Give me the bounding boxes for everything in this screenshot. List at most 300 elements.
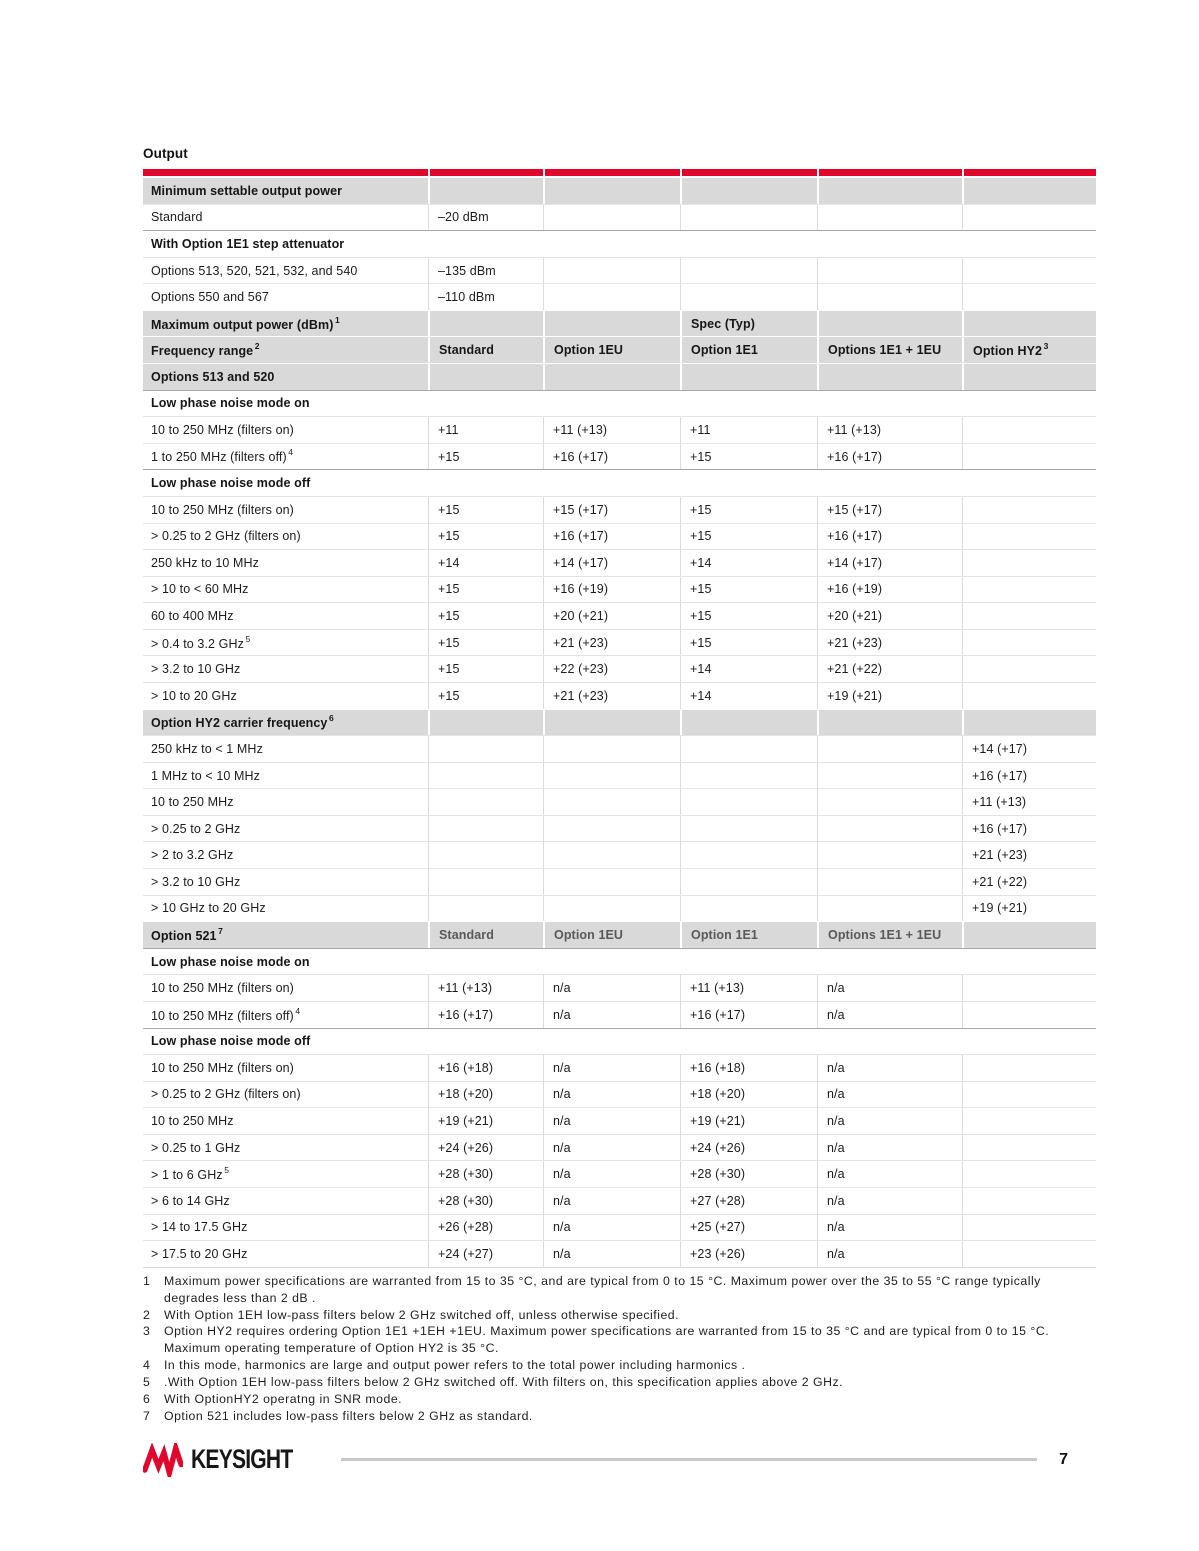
table-cell bbox=[543, 869, 680, 895]
table-cell bbox=[817, 736, 962, 762]
table-row bbox=[143, 735, 1096, 762]
table-cell: +15 bbox=[680, 524, 817, 550]
table-cell: +14 bbox=[428, 550, 543, 576]
footnote-number: 1 bbox=[143, 1273, 151, 1288]
table-cell: +19 (+21) bbox=[428, 1108, 543, 1134]
row-label: > 2 to 3.2 GHz bbox=[151, 848, 234, 863]
table-cell: +21 (+23) bbox=[543, 683, 680, 709]
table-cell: +14 bbox=[680, 656, 817, 682]
table-cell bbox=[428, 736, 543, 762]
table-cell: +21 (+23) bbox=[543, 630, 680, 656]
table-cell bbox=[962, 603, 1096, 629]
table-cell bbox=[962, 258, 1096, 284]
footnote bbox=[143, 1307, 1095, 1324]
row-label: Minimum settable output power bbox=[151, 183, 343, 198]
table-row bbox=[143, 629, 1096, 656]
row-label: 10 to 250 MHz bbox=[151, 1114, 234, 1129]
table-cell: n/a bbox=[817, 1082, 962, 1108]
table-row bbox=[143, 682, 1096, 709]
table-cell bbox=[962, 1188, 1096, 1214]
row-label: Low phase noise mode off bbox=[151, 476, 311, 491]
table-row bbox=[143, 1001, 1096, 1028]
table-cell: +11 bbox=[680, 417, 817, 443]
table-cell bbox=[962, 1135, 1096, 1161]
table-cell: n/a bbox=[543, 1002, 680, 1028]
table-cell bbox=[817, 789, 962, 815]
table-cell: n/a bbox=[543, 1215, 680, 1241]
table-cell: +18 (+20) bbox=[428, 1082, 543, 1108]
row-label: > 10 GHz to 20 GHz bbox=[151, 901, 266, 916]
table-cell: n/a bbox=[817, 1188, 962, 1214]
table-cell: –110 dBm bbox=[428, 284, 543, 310]
table-row bbox=[143, 257, 1096, 284]
table-cell: +16 (+18) bbox=[428, 1055, 543, 1081]
section-band-row bbox=[143, 363, 1096, 390]
table-cell bbox=[962, 975, 1096, 1001]
table-cell: n/a bbox=[817, 1241, 962, 1267]
table-cell bbox=[962, 417, 1096, 443]
table-cell bbox=[962, 497, 1096, 523]
table-cell: +11 (+13) bbox=[817, 417, 962, 443]
table-row bbox=[143, 523, 1096, 550]
table-cell: n/a bbox=[817, 1002, 962, 1028]
row-label: Low phase noise mode on bbox=[151, 954, 310, 969]
footnote-number: 3 bbox=[143, 1324, 151, 1339]
table-cell bbox=[428, 896, 543, 922]
footer-rule bbox=[341, 1458, 1037, 1461]
table-row bbox=[143, 815, 1096, 842]
table-cell: +16 (+17) bbox=[817, 444, 962, 470]
footnote-text: Option 521 includes low-pass filters below 2 GHz as standard. bbox=[164, 1408, 533, 1423]
row-label: > 3.2 to 10 GHz bbox=[151, 662, 241, 677]
table-cell: +16 (+17) bbox=[817, 524, 962, 550]
row-label: 250 kHz to 10 MHz bbox=[151, 555, 259, 570]
footnote-text: .With Option 1EH low-pass filters below 2 GHz switched off. With filters on, this specification applies above 2 GHz. bbox=[164, 1375, 844, 1390]
row-label: > 0.25 to 1 GHz bbox=[151, 1140, 241, 1155]
table-cell bbox=[428, 364, 543, 390]
table-cell bbox=[680, 816, 817, 842]
table-cell bbox=[962, 1161, 1096, 1187]
table-row bbox=[143, 496, 1096, 523]
table-cell bbox=[962, 550, 1096, 576]
footnote-text: With OptionHY2 operatng in SNR mode. bbox=[164, 1392, 403, 1407]
footnotes bbox=[143, 1273, 1095, 1425]
row-label: 10 to 250 MHz (filters on) bbox=[151, 502, 294, 517]
table-cell: Standard bbox=[428, 922, 543, 948]
table-cell: +15 bbox=[428, 683, 543, 709]
footnote-text: With Option 1EH low-pass filters below 2 GHz switched off, unless otherwise specified. bbox=[164, 1307, 680, 1322]
table-cell: +11 (+13) bbox=[543, 417, 680, 443]
table-cell: +16 (+19) bbox=[543, 577, 680, 603]
table-cell bbox=[543, 789, 680, 815]
footnote-number: 4 bbox=[143, 1358, 151, 1373]
page-number: 7 bbox=[1059, 1450, 1068, 1468]
row-label: 1 to 250 MHz (filters off) $^4$ bbox=[151, 447, 294, 465]
table-cell bbox=[817, 816, 962, 842]
table-cell: +16 (+17) bbox=[428, 1002, 543, 1028]
table-cell: n/a bbox=[817, 1055, 962, 1081]
table-row bbox=[143, 895, 1096, 922]
table-cell: +15 bbox=[428, 444, 543, 470]
table-cell: +14 (+17) bbox=[817, 550, 962, 576]
table-cell: +14 bbox=[680, 550, 817, 576]
accent-bar-segment bbox=[545, 169, 680, 176]
table-cell: +15 (+17) bbox=[817, 497, 962, 523]
table-cell bbox=[428, 869, 543, 895]
table-cell bbox=[428, 311, 543, 337]
section-band-row bbox=[143, 310, 1096, 337]
table-cell bbox=[428, 763, 543, 789]
table-cell: n/a bbox=[543, 1161, 680, 1187]
row-label: Low phase noise mode off bbox=[151, 1034, 311, 1049]
row-label: > 17.5 to 20 GHz bbox=[151, 1246, 248, 1261]
row-label: 250 kHz to < 1 MHz bbox=[151, 741, 263, 756]
table-cell: +14 bbox=[680, 683, 817, 709]
row-label: 1 MHz to < 10 MHz bbox=[151, 768, 261, 783]
table-row bbox=[143, 1081, 1096, 1108]
row-label: Options 513 and 520 bbox=[151, 369, 275, 384]
keysight-spark-icon bbox=[143, 1443, 183, 1477]
table-cell bbox=[680, 710, 817, 736]
table-cell: Standard bbox=[428, 337, 543, 363]
table-cell bbox=[962, 710, 1096, 736]
row-label: > 1 to 6 GHz $^5$ bbox=[151, 1165, 230, 1183]
table-cell: –20 dBm bbox=[428, 205, 543, 231]
table-cell: +15 bbox=[680, 577, 817, 603]
table-cell: Options 1E1 + 1EU bbox=[817, 922, 962, 948]
footnote-text: In this mode, harmonics are large and output power refers to the total power including harmonics . bbox=[164, 1358, 746, 1373]
table-cell bbox=[680, 205, 817, 231]
table-row bbox=[143, 1160, 1096, 1187]
row-label: 10 to 250 MHz (filters on) bbox=[151, 422, 294, 437]
table-cell bbox=[962, 205, 1096, 231]
table-cell: +27 (+28) bbox=[680, 1188, 817, 1214]
table-cell: +18 (+20) bbox=[680, 1082, 817, 1108]
table-cell bbox=[962, 683, 1096, 709]
table-cell bbox=[962, 178, 1096, 204]
table-cell bbox=[680, 896, 817, 922]
table-cell: +15 bbox=[680, 630, 817, 656]
table-cell: Option 1E1 bbox=[680, 337, 817, 363]
table-cell bbox=[962, 364, 1096, 390]
table-cell bbox=[817, 284, 962, 310]
table-cell bbox=[962, 1215, 1096, 1241]
page-content bbox=[143, 146, 1096, 1479]
table-cell bbox=[543, 736, 680, 762]
footnote-number: 7 bbox=[143, 1408, 151, 1423]
table-cell bbox=[680, 789, 817, 815]
table-cell: +28 (+30) bbox=[680, 1161, 817, 1187]
row-label: Options 550 and 567 bbox=[151, 290, 269, 305]
table-row bbox=[143, 1187, 1096, 1214]
accent-bar-segment bbox=[430, 169, 543, 176]
subsection-row bbox=[143, 469, 1096, 496]
table-cell bbox=[680, 736, 817, 762]
table-cell: +16 (+17) bbox=[543, 524, 680, 550]
table-cell: +11 (+13) bbox=[428, 975, 543, 1001]
table-cell: +24 (+26) bbox=[680, 1135, 817, 1161]
table-cell: +15 bbox=[428, 497, 543, 523]
footnote-text: Maximum power specifications are warranted from 15 to 35 °C, and are typical from 0 to 15 °C. Maximum power over the 35 to 55 °C range typically degrades less than 2 dB . bbox=[164, 1273, 1041, 1305]
table-cell bbox=[543, 896, 680, 922]
subsection-row bbox=[143, 230, 1096, 257]
row-label: > 0.25 to 2 GHz bbox=[151, 821, 241, 836]
section-band-row bbox=[143, 336, 1096, 363]
table-cell: +24 (+27) bbox=[428, 1241, 543, 1267]
table-cell: +23 (+26) bbox=[680, 1241, 817, 1267]
table-cell: +15 bbox=[680, 603, 817, 629]
table-cell bbox=[962, 630, 1096, 656]
table-cell: n/a bbox=[543, 1135, 680, 1161]
table-row bbox=[143, 1054, 1096, 1081]
table-row bbox=[143, 283, 1096, 310]
row-label: 10 to 250 MHz (filters on) bbox=[151, 981, 294, 996]
table-row bbox=[143, 1134, 1096, 1161]
row-label: > 0.4 to 3.2 GHz $^5$ bbox=[151, 633, 251, 651]
table-cell bbox=[428, 178, 543, 204]
table-cell bbox=[962, 1002, 1096, 1028]
table-cell: +11 bbox=[428, 417, 543, 443]
footnote-number: 6 bbox=[143, 1392, 151, 1407]
row-label: 10 to 250 MHz bbox=[151, 795, 234, 810]
table-cell bbox=[680, 284, 817, 310]
footnote bbox=[143, 1391, 1095, 1408]
table-cell bbox=[962, 1055, 1096, 1081]
table-row bbox=[143, 416, 1096, 443]
table-row bbox=[143, 443, 1096, 470]
table-cell bbox=[817, 258, 962, 284]
footnote bbox=[143, 1323, 1095, 1357]
section-band-row bbox=[143, 921, 1096, 948]
table-cell bbox=[962, 577, 1096, 603]
table-row bbox=[143, 974, 1096, 1001]
footnote bbox=[143, 1374, 1095, 1391]
keysight-logo bbox=[143, 1443, 341, 1477]
table-cell: Options 1E1 + 1EU bbox=[817, 337, 962, 363]
table-cell: +19 (+21) bbox=[817, 683, 962, 709]
table-cell bbox=[817, 178, 962, 204]
table-cell: n/a bbox=[817, 1108, 962, 1134]
section-band-row bbox=[143, 177, 1096, 204]
row-label: > 3.2 to 10 GHz bbox=[151, 874, 241, 889]
subsection-row bbox=[143, 1028, 1096, 1055]
table-cell bbox=[543, 205, 680, 231]
table-cell: +15 bbox=[680, 497, 817, 523]
table-cell: +16 (+17) bbox=[962, 763, 1096, 789]
table-cell bbox=[680, 869, 817, 895]
row-label: > 0.25 to 2 GHz (filters on) bbox=[151, 529, 301, 544]
footnote bbox=[143, 1408, 1095, 1425]
table-cell bbox=[962, 656, 1096, 682]
table-cell bbox=[817, 869, 962, 895]
table-cell bbox=[817, 842, 962, 868]
table-cell: +14 (+17) bbox=[543, 550, 680, 576]
table-cell bbox=[817, 710, 962, 736]
table-cell: +16 (+17) bbox=[543, 444, 680, 470]
footnote bbox=[143, 1273, 1095, 1307]
table-cell bbox=[962, 284, 1096, 310]
table-cell bbox=[962, 524, 1096, 550]
table-cell: n/a bbox=[817, 1135, 962, 1161]
table-top-accent-bar bbox=[143, 169, 1096, 176]
table-row bbox=[143, 788, 1096, 815]
table-cell: +21 (+22) bbox=[962, 869, 1096, 895]
table-cell: Option 1E1 bbox=[680, 922, 817, 948]
page-footer bbox=[143, 1441, 1096, 1479]
row-label: Maximum output power (dBm) $^1$ bbox=[151, 314, 340, 332]
table-cell bbox=[680, 178, 817, 204]
row-label: > 10 to < 60 MHz bbox=[151, 582, 249, 597]
row-label: > 10 to 20 GHz bbox=[151, 688, 237, 703]
table-cell bbox=[543, 763, 680, 789]
table-cell: +16 (+17) bbox=[680, 1002, 817, 1028]
table-cell: +19 (+21) bbox=[680, 1108, 817, 1134]
table-cell: +21 (+23) bbox=[962, 842, 1096, 868]
row-label: Standard bbox=[151, 210, 203, 225]
table-cell bbox=[680, 842, 817, 868]
table-cell: +16 (+18) bbox=[680, 1055, 817, 1081]
table-cell: –135 dBm bbox=[428, 258, 543, 284]
footnote-number: 5 bbox=[143, 1375, 151, 1390]
table-cell: Option 1EU bbox=[543, 337, 680, 363]
table-cell: +26 (+28) bbox=[428, 1215, 543, 1241]
table-cell: +16 (+19) bbox=[817, 577, 962, 603]
table-cell bbox=[962, 444, 1096, 470]
row-label: Options 513, 520, 521, 532, and 540 bbox=[151, 263, 358, 278]
table-cell: Option 1EU bbox=[543, 922, 680, 948]
table-cell: n/a bbox=[817, 975, 962, 1001]
table-cell bbox=[962, 1108, 1096, 1134]
table-cell: +21 (+23) bbox=[817, 630, 962, 656]
row-label: 60 to 400 MHz bbox=[151, 609, 234, 624]
table-cell: +14 (+17) bbox=[962, 736, 1096, 762]
table-cell: n/a bbox=[543, 1188, 680, 1214]
table-cell: n/a bbox=[817, 1215, 962, 1241]
table-cell bbox=[543, 842, 680, 868]
spec-table bbox=[143, 177, 1096, 1268]
table-cell: n/a bbox=[543, 1241, 680, 1267]
table-row bbox=[143, 549, 1096, 576]
table-cell bbox=[680, 763, 817, 789]
table-cell bbox=[428, 789, 543, 815]
table-cell bbox=[962, 311, 1096, 337]
row-label: > 6 to 14 GHz bbox=[151, 1193, 230, 1208]
table-row bbox=[143, 576, 1096, 603]
table-row bbox=[143, 655, 1096, 682]
table-row bbox=[143, 602, 1096, 629]
table-row bbox=[143, 1240, 1096, 1267]
row-label: Option HY2 carrier frequency $^6$ bbox=[151, 713, 334, 731]
table-cell: +15 bbox=[428, 630, 543, 656]
table-cell bbox=[428, 816, 543, 842]
table-cell: n/a bbox=[817, 1161, 962, 1187]
table-cell: Option HY2 $^3$ bbox=[962, 337, 1096, 363]
table-cell bbox=[543, 284, 680, 310]
table-cell: +11 (+13) bbox=[680, 975, 817, 1001]
table-cell bbox=[543, 178, 680, 204]
table-row bbox=[143, 1214, 1096, 1241]
table-cell bbox=[817, 896, 962, 922]
table-cell: +25 (+27) bbox=[680, 1215, 817, 1241]
table-cell: n/a bbox=[543, 1055, 680, 1081]
table-cell bbox=[543, 364, 680, 390]
footnote bbox=[143, 1357, 1095, 1374]
table-row bbox=[143, 762, 1096, 789]
accent-bar-segment bbox=[964, 169, 1096, 176]
table-cell: +15 bbox=[680, 444, 817, 470]
table-row bbox=[143, 1107, 1096, 1134]
row-label: With Option 1E1 step attenuator bbox=[151, 236, 345, 251]
table-cell bbox=[817, 311, 962, 337]
table-row bbox=[143, 204, 1096, 231]
subsection-row bbox=[143, 390, 1096, 417]
table-cell bbox=[962, 1082, 1096, 1108]
table-cell bbox=[680, 364, 817, 390]
table-cell: n/a bbox=[543, 1082, 680, 1108]
table-row bbox=[143, 841, 1096, 868]
accent-bar-segment bbox=[819, 169, 962, 176]
table-cell bbox=[543, 258, 680, 284]
table-cell bbox=[817, 364, 962, 390]
table-cell: +16 (+17) bbox=[962, 816, 1096, 842]
brand-name: KEYSIGHT bbox=[191, 1444, 293, 1475]
row-label: > 14 to 17.5 GHz bbox=[151, 1220, 248, 1235]
section-band-row bbox=[143, 709, 1096, 736]
table-cell: +15 bbox=[428, 656, 543, 682]
accent-bar-segment bbox=[143, 169, 428, 176]
table-cell: n/a bbox=[543, 975, 680, 1001]
table-cell: +28 (+30) bbox=[428, 1188, 543, 1214]
table-cell bbox=[428, 710, 543, 736]
row-label: Low phase noise mode on bbox=[151, 396, 310, 411]
table-cell: +15 bbox=[428, 577, 543, 603]
table-cell bbox=[817, 205, 962, 231]
table-cell bbox=[543, 311, 680, 337]
row-label: 10 to 250 MHz (filters off) $^4$ bbox=[151, 1005, 301, 1023]
table-cell: +19 (+21) bbox=[962, 896, 1096, 922]
section-title: Output bbox=[143, 146, 188, 161]
table-cell: +15 bbox=[428, 603, 543, 629]
table-cell bbox=[680, 258, 817, 284]
table-cell: +20 (+21) bbox=[817, 603, 962, 629]
table-cell: Spec (Typ) bbox=[680, 311, 817, 337]
table-cell: +15 bbox=[428, 524, 543, 550]
row-label: 10 to 250 MHz (filters on) bbox=[151, 1060, 294, 1075]
footnote-text: Option HY2 requires ordering Option 1E1 +1EH +1EU. Maximum power specifications are warranted from 15 to 35 °C and are typical from 0 to 15 °C. Maximum operating temperature of Option HY2 is 35 °C. bbox=[164, 1324, 1050, 1356]
table-cell: +11 (+13) bbox=[962, 789, 1096, 815]
table-cell bbox=[428, 842, 543, 868]
table-row bbox=[143, 868, 1096, 895]
table-cell: +15 (+17) bbox=[543, 497, 680, 523]
table-cell: +20 (+21) bbox=[543, 603, 680, 629]
table-cell bbox=[962, 922, 1096, 948]
row-label: > 0.25 to 2 GHz (filters on) bbox=[151, 1087, 301, 1102]
table-cell bbox=[543, 816, 680, 842]
table-cell: +22 (+23) bbox=[543, 656, 680, 682]
table-cell bbox=[817, 763, 962, 789]
table-cell: +21 (+22) bbox=[817, 656, 962, 682]
row-label: Option 521 $^7$ bbox=[151, 925, 223, 944]
subsection-row bbox=[143, 948, 1096, 975]
table-cell bbox=[962, 1241, 1096, 1267]
table-cell: +24 (+26) bbox=[428, 1135, 543, 1161]
table-cell: n/a bbox=[543, 1108, 680, 1134]
table-cell bbox=[543, 710, 680, 736]
row-label: Frequency range $^2$ bbox=[151, 341, 260, 359]
accent-bar-segment bbox=[682, 169, 817, 176]
table-cell: +28 (+30) bbox=[428, 1161, 543, 1187]
footnote-number: 2 bbox=[143, 1307, 151, 1322]
